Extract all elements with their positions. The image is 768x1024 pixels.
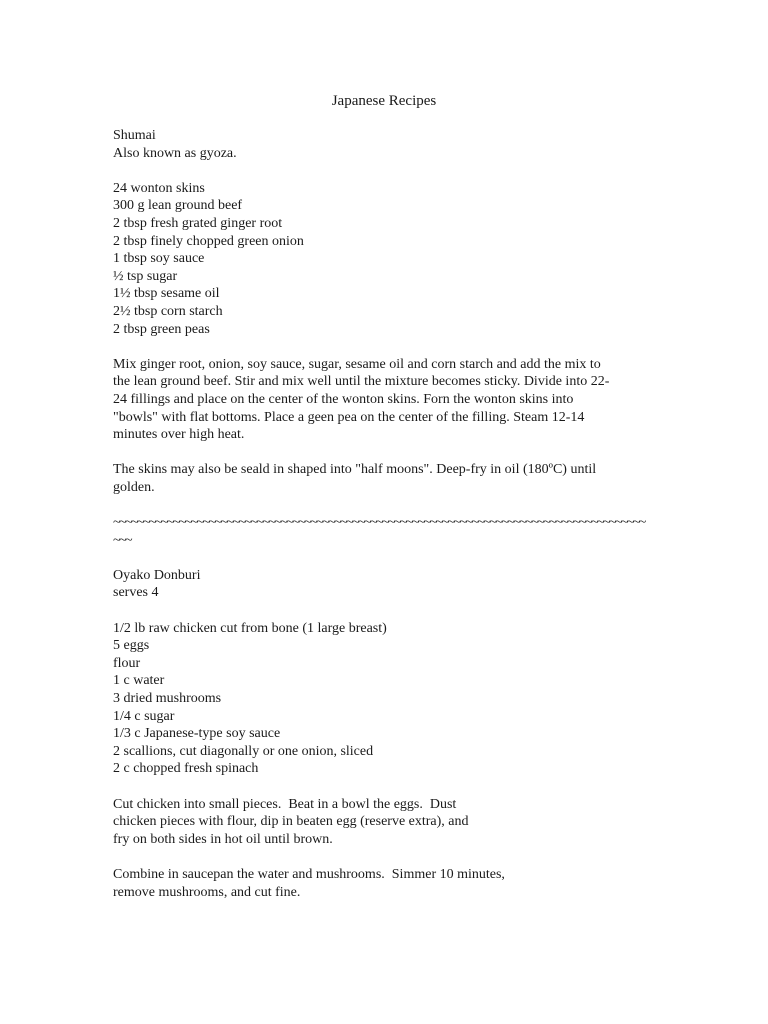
section-divider — [113, 514, 658, 549]
spacer — [113, 778, 658, 796]
recipe-name: Shumai — [113, 128, 156, 143]
paragraph-line: minutes over high heat. — [113, 427, 245, 443]
spacer — [113, 602, 658, 620]
recipe-aka: Also known as gyoza. — [113, 145, 237, 161]
ingredient-list — [113, 620, 658, 778]
recipe-serves: serves 4 — [113, 585, 159, 601]
ingredient-item: 2 tbsp fresh grated ginger root — [113, 215, 283, 231]
paragraph-line: "bowls" with flat bottoms. Place a geen pea on the center of the filling. Steam 12-14 — [113, 409, 585, 425]
ingredient-item: 1 c water — [113, 673, 165, 689]
paragraph-line: The skins may also be seald in shaped into "half moons". Deep-fry in oil (180ºC) until — [113, 462, 597, 478]
paragraph-line: golden. — [113, 479, 155, 495]
ingredient-item: 1/4 c sugar — [113, 708, 175, 724]
paragraph-line: Cut chicken into small pieces. Beat in a bowl the eggs. Dust — [113, 796, 457, 812]
directions-paragraph — [113, 796, 658, 849]
paragraph-line: chicken pieces with flour, dip in beaten egg (reserve extra), and — [113, 814, 469, 830]
spacer — [113, 162, 658, 180]
ingredient-item: flour — [113, 655, 141, 671]
ingredient-item: 1/2 lb raw chicken cut from bone (1 large breast) — [113, 620, 387, 636]
directions-paragraph — [113, 866, 658, 901]
paragraph-line: 24 fillings and place on the center of the wonton skins. Forn the wonton skins into — [113, 391, 574, 407]
ingredient-item: 2½ tbsp corn starch — [113, 303, 223, 319]
ingredient-list — [113, 180, 658, 338]
ingredient-item: 1½ tbsp sesame oil — [113, 286, 220, 302]
ingredient-item: 1 tbsp soy sauce — [113, 251, 205, 267]
spacer — [113, 848, 658, 866]
directions-paragraph — [113, 356, 658, 444]
ingredient-item: ½ tsp sugar — [113, 268, 178, 284]
ingredient-item: 24 wonton skins — [113, 180, 205, 196]
recipe-shumai — [113, 127, 658, 496]
paragraph-line: Combine in saucepan the water and mushrooms. Simmer 10 minutes, — [113, 866, 505, 882]
spacer — [113, 444, 658, 462]
ingredient-item: 2 tbsp green peas — [113, 321, 210, 337]
divider-line: ~~~~~~~~~~~~~~~~~~~~~~~~~~~~~~~~~~~~~~~~~~~~~~~~~~~~~~~~~~~~~~~~~~~~~~~~~~~~~~~~~~~~~~~~~ — [113, 515, 645, 531]
recipe-name: Oyako Donburi — [113, 567, 201, 583]
paragraph-line: Mix ginger root, onion, soy sauce, sugar, sesame oil and corn starch and add the mix to — [113, 356, 601, 372]
document-body — [113, 127, 658, 901]
ingredient-item: 3 dried mushrooms — [113, 691, 222, 706]
ingredient-item: 5 eggs — [113, 638, 150, 654]
ingredient-item: 300 g lean ground beef — [113, 198, 243, 214]
directions-paragraph — [113, 461, 658, 496]
ingredient-item: 2 scallions, cut diagonally or one onion, sliced — [113, 743, 374, 759]
spacer — [113, 496, 658, 514]
ingredient-item: 2 c chopped fresh spinach — [113, 761, 259, 777]
paragraph-line: fry on both sides in hot oil until brown. — [113, 831, 333, 847]
spacer — [113, 338, 658, 356]
paragraph-line: the lean ground beef. Stir and mix well until the mixture becomes sticky. Divide into 22- — [113, 374, 610, 390]
ingredient-item: 1/3 c Japanese-type soy sauce — [113, 726, 281, 742]
ingredient-item: 2 tbsp finely chopped green onion — [113, 233, 304, 249]
page-title: Japanese Recipes — [331, 93, 437, 109]
spacer — [113, 549, 658, 567]
paragraph-line: remove mushrooms, and cut fine. — [113, 884, 301, 900]
recipe-oyako-donburi — [113, 567, 658, 901]
divider-line: ~~~ — [113, 532, 131, 548]
